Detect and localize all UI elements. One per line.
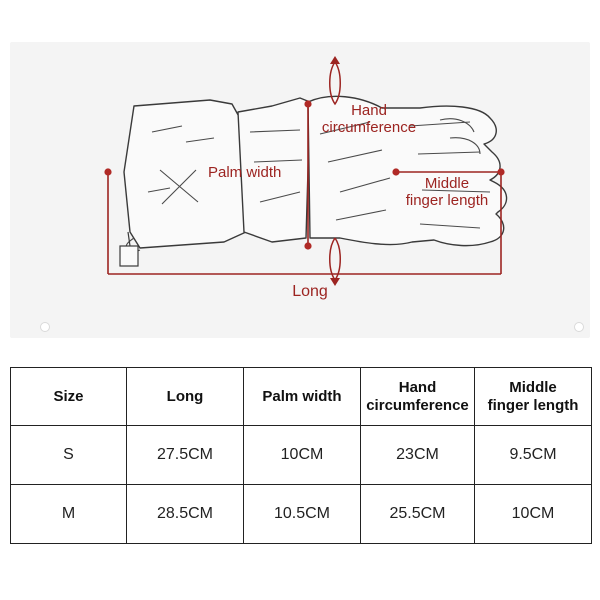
cell-long: 28.5CM [127, 485, 244, 544]
cell-size: S [11, 426, 127, 485]
long-label: Long [292, 283, 328, 300]
cell-hand-circumference: 23CM [361, 426, 475, 485]
size-chart-table [10, 367, 592, 544]
cell-hand-circumference: 25.5CM [361, 485, 475, 544]
header-long: Long [127, 368, 244, 426]
glove-diagram-panel [10, 42, 590, 338]
banner-grommet-left [40, 322, 50, 332]
cell-long: 27.5CM [127, 426, 244, 485]
header-hand-circumference: Hand circumference [361, 368, 475, 426]
header-size: Size [11, 368, 127, 426]
cell-palm-width: 10CM [244, 426, 361, 485]
middle-finger-length-label: Middle finger length [405, 175, 489, 209]
cell-middle-finger-length: 9.5CM [475, 426, 592, 485]
banner-grommet-right [574, 322, 584, 332]
cell-palm-width: 10.5CM [244, 485, 361, 544]
table-row [11, 485, 592, 544]
cell-middle-finger-length: 10CM [475, 485, 592, 544]
table-header-row [11, 368, 592, 426]
hand-circumference-label: Hand circumference [321, 102, 417, 136]
header-middle-finger-length: Middle finger length [475, 368, 592, 426]
header-palm-width: Palm width [244, 368, 361, 426]
palm-width-label: Palm width [208, 164, 282, 181]
table-row [11, 426, 592, 485]
cell-size: M [11, 485, 127, 544]
